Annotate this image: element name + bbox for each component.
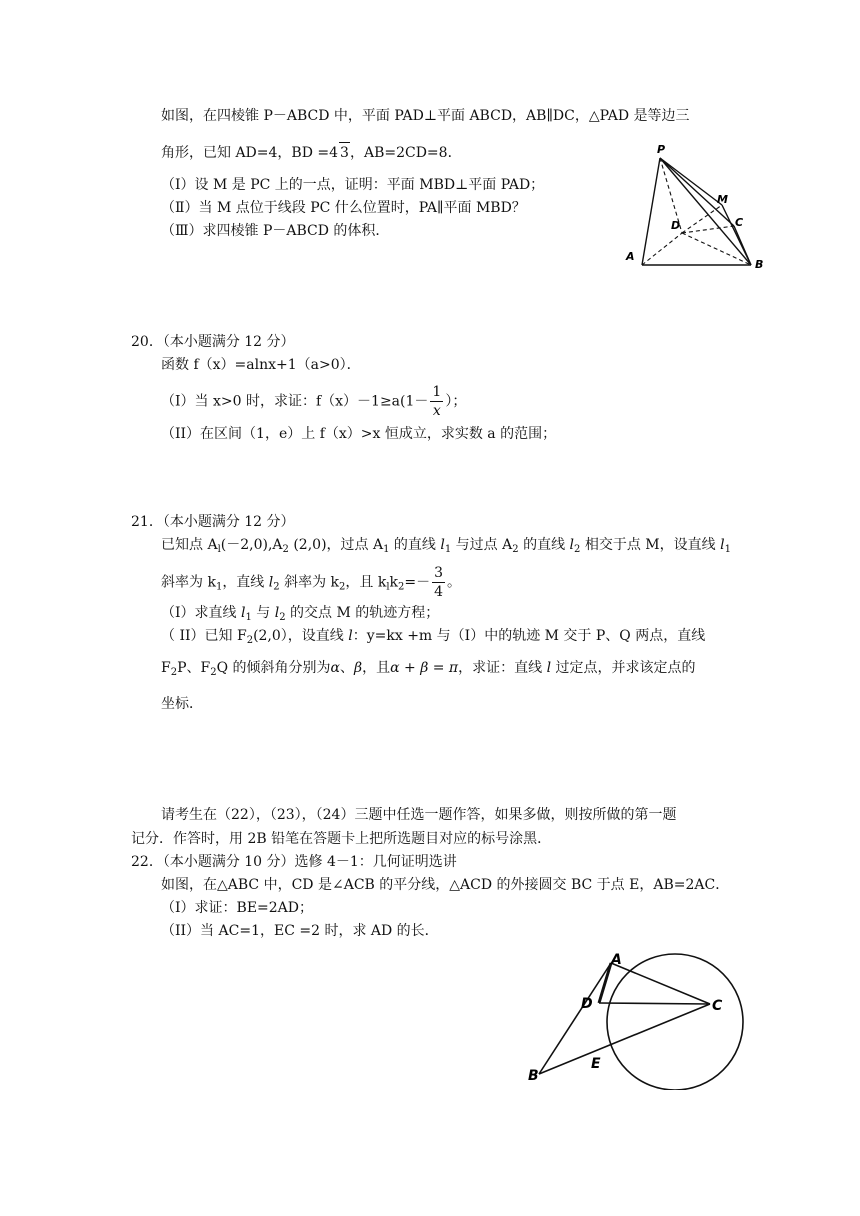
q19-line2: 角形，已知 AD=4，BD =4 3，AB=2CD=8． [161, 142, 462, 163]
q19-part1: （Ⅰ）设 M 是 PC 上的一点，证明：平面 MBD⊥平面 PAD； [161, 177, 545, 193]
circle-figure [525, 940, 745, 1090]
q20-part2: （II）在区间（1，e）上 f（x）>x 恒成立，求实数 a 的范围； [161, 426, 557, 442]
q21-part1: （Ⅰ）求直线 $l_1$ 与 $l_2$ 的交点 M 的轨迹方程； [161, 605, 440, 623]
label-B: B [755, 258, 764, 271]
label-C: C [712, 998, 723, 1014]
fraction-1-over-x: $\frac{1}{x}$ [432, 384, 442, 419]
q20-header: 20．（本小题满分 12 分） [131, 334, 295, 350]
label-D: D [671, 219, 681, 232]
q21-part2-line1: （ II）已知 $F_2(2,0)$，设直线 l：y=kx +m 与（I）中的轨迹 M 交于 P、Q 两点，直线 [161, 628, 706, 646]
q22-line1: 如图，在△ABC 中，CD 是∠ACB 的平分线，△ACD 的外接圆交 BC 于点 E，AB=2AC． [161, 877, 730, 893]
label-B: B [528, 1068, 539, 1084]
q20-func: 函数 f（x）=alnx+1（a>0）． [161, 357, 361, 373]
label-P: P [657, 143, 666, 156]
q19-part2: （Ⅱ）当 M 点位于线段 PC 什么位置时，PA∥平面 MBD？ [161, 200, 526, 216]
q21-part2-line2: $F_2P$、$F_2Q$ 的倾斜角分别为α、β，且α + β = π，求证：直线 l 过定点，并求该定点的 [161, 660, 696, 678]
q19-line1: 如图，在四棱锥 P－ABCD 中，平面 PAD⊥平面 ABCD，AB∥DC，△PAD 是等边三 [161, 108, 690, 124]
fraction-3-over-4: $\frac{3}{4}$ [434, 565, 444, 600]
label-A: A [626, 250, 635, 263]
label-M: M [717, 193, 728, 206]
label-E: E [591, 1056, 601, 1072]
pyramid-figure [620, 140, 780, 275]
q22-header: 22．（本小题满分 10 分）选修 4－1：几何证明选讲 [131, 854, 457, 870]
label-C: C [735, 216, 744, 229]
q20-part1: （Ⅰ）当 x>0 时，求证：f（x）－1≥a(1－ $\frac{1}{x}$ ）； [161, 384, 467, 419]
q22-part1: （Ⅰ）求证：BE=2AD； [161, 900, 314, 916]
q21-line1: 已知点 $A_l(-2,0),A_2$ (2,0)，过点 $A_1$ 的直线 $l_1$ 与过点 $A_2$ 的直线 $l_2$ 相交于点 M，设直线 $l_1$ [161, 537, 731, 555]
q22-part2: （II）当 AC=1，EC =2 时，求 AD 的长． [161, 923, 439, 939]
q21-header: 21．（本小题满分 12 分） [131, 514, 295, 530]
sqrt-radicand: 3 [339, 142, 350, 163]
q21-part2-line3: 坐标． [161, 696, 203, 712]
label-A: A [611, 952, 622, 968]
choice-line1: 请考生在（22），（23），（24）三题中任选一题作答，如果多做，则按所做的第一题 [161, 807, 677, 823]
q19-part3: （Ⅲ）求四棱锥 P－ABCD 的体积． [161, 223, 390, 239]
label-D: D [581, 996, 593, 1012]
q21-line2: 斜率为 $k_1$，直线 $l_2$ 斜率为 $k_2$，且 $k_lk_2=-$ $\frac{3}{4}$ 。 [161, 565, 462, 600]
choice-line2: 记分．作答时，用 2B 铅笔在答题卡上把所选题目对应的标号涂黑． [131, 831, 552, 847]
